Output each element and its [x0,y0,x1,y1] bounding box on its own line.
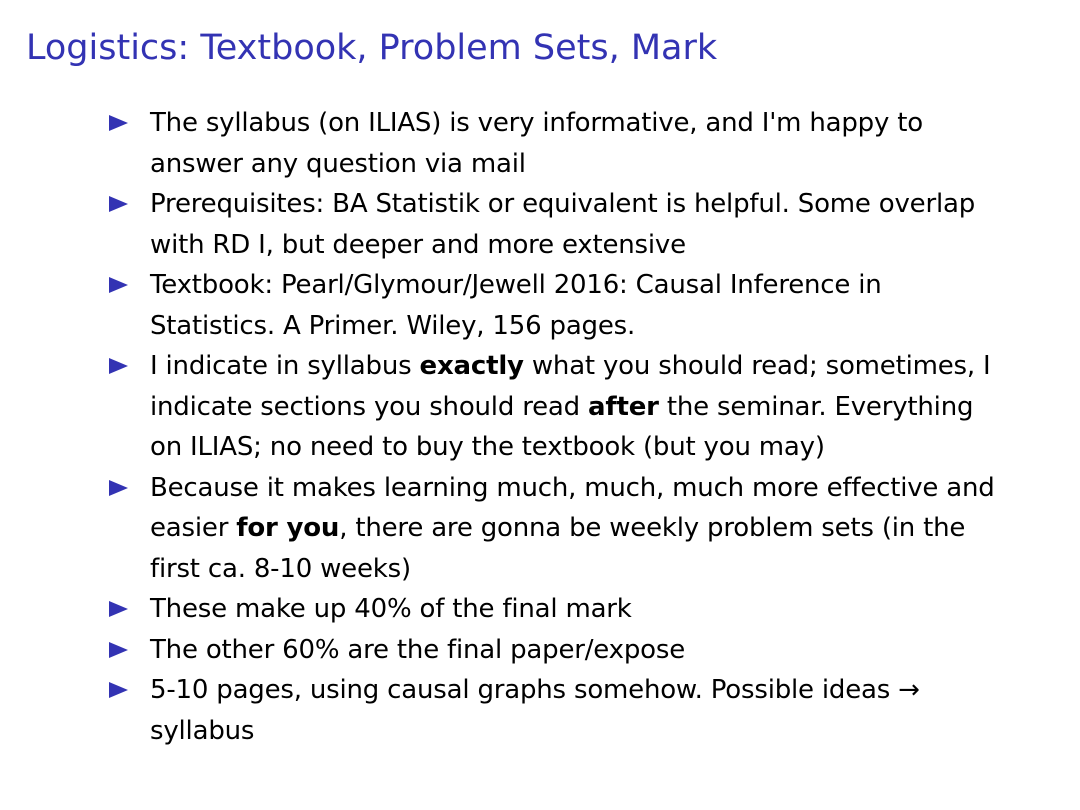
bullet-emphasis: exactly [419,351,524,381]
bullet-text [150,473,995,584]
slide-title: Logistics: Textbook, Problem Sets, Mark [26,28,718,68]
bullet-emphasis: for you [236,513,340,543]
bullet-text-run: Textbook: Pearl/Glymour/Jewell 2016: Causal Inference in Statistics. A Primer. Wiley, 156 pages. [150,270,882,341]
bullet-text [150,675,920,746]
bullet-item [108,468,1008,590]
bullet-item [108,589,1008,630]
bullet-text-run: 5-10 pages, using causal graphs somehow. Possible ideas → syllabus [150,675,920,746]
triangle-right-icon [109,682,128,698]
bullet-text [150,108,923,179]
bullet-item [108,265,1008,346]
bullet-item [108,346,1008,468]
bullet-item [108,630,1008,671]
bullet-text-run: what you should read; sometimes, I indicate sections you should read [150,351,991,422]
bullet-item [108,184,1008,265]
triangle-right-icon [109,196,128,212]
bullet-item [108,103,1008,184]
bullet-list [108,103,1008,751]
bullet-text-run: Because it makes learning much, much, much more effective and easier [150,472,995,543]
triangle-right-icon [109,277,128,293]
bullet-emphasis: after [588,391,659,422]
triangle-right-icon [109,115,128,131]
bullet-text [150,594,632,624]
bullet-text-run: , there are gonna be weekly problem sets (in the first ca. 8-10 weeks) [150,513,966,584]
triangle-right-icon [109,358,128,374]
triangle-right-icon [109,480,128,496]
bullet-text-run: Prerequisites: BA Statistik or equivalent is helpful. Some overlap with RD I, but deeper and more extensive [150,189,976,260]
bullet-text-run: The syllabus (on ILIAS) is very informative, and I'm happy to answer any question via mail [150,108,923,179]
triangle-right-icon [109,642,128,658]
bullet-text-run: These make up 40% of the final mark [150,594,632,624]
bullet-text-run: the seminar. Everything on ILIAS; no need to buy the textbook (but you may) [150,391,974,462]
bullet-text-run: The other 60% are the final paper/expose [150,634,685,665]
bullet-item [108,670,1008,751]
bullet-text [150,189,975,260]
bullet-text [150,270,882,341]
bullet-text [150,351,990,462]
bullet-text-run: I indicate in syllabus [150,351,420,381]
bullet-text [150,635,685,665]
triangle-right-icon [109,601,128,617]
